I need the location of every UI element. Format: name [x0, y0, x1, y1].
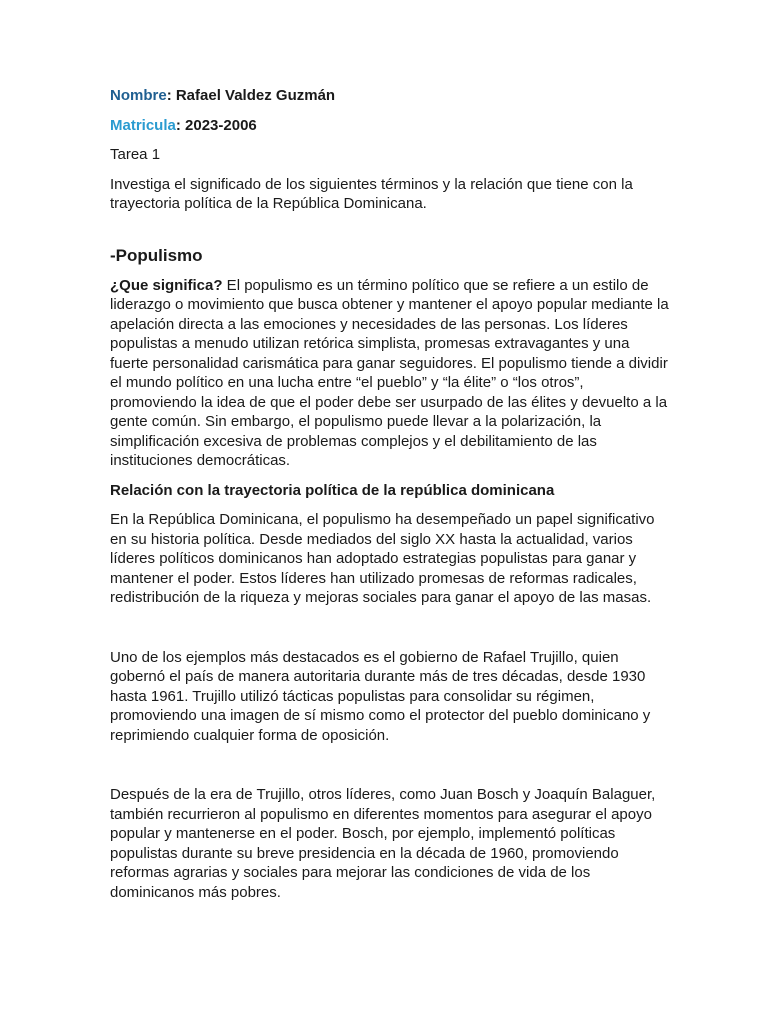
assignment-instruction: Investiga el significado de los siguientes términos y la relación que tiene con la trayectoria política de la República Dominicana. — [110, 175, 633, 212]
relation-heading: Relación con la trayectoria política de la república dominicana — [110, 481, 555, 499]
relation-paragraph-3: Después de la era de Trujillo, otros líderes, como Juan Bosch y Joaquín Balaguer, también recurrieron al populismo en diferentes momentos para asegurar el apoyo popular y mantenerse en el poder. Bosch, por ejemplo, implementó políticas populistas durante su breve presidencia en la década de 1960, promoviendo reformas agrarias y sociales para mejorar las condiciones de vida de los dominicanos más pobres. — [110, 786, 656, 901]
document-body — [110, 86, 670, 942]
definition-paragraph — [110, 276, 670, 471]
relation-paragraph-1: En la República Dominicana, el populismo ha desempeñado un papel significativo en su historia política. Desde mediados del siglo XX hasta la actualidad, varios líderes políticos dominicanos han adoptado estrategias populistas para ganar y mantener el poder. Estos líderes han utilizado promesas de reformas radicales, redistribución de la riqueza y mejoras sociales para ganar el apoyo de las masas. — [110, 511, 655, 606]
question-label: ¿Que significa? — [110, 276, 223, 294]
name-label: Nombre — [110, 87, 167, 104]
definition-text: El populismo es un término político que se refiere a un estilo de liderazgo o movimiento que busca obtener y mantener el apoyo popular mediante la apelación directa a las emociones y necesidades de las personas. Los líderes populistas a menudo utilizan retórica simplista, promesas extravagantes y una fuerte personalidad carismática para ganar seguidores. El populismo tiende a dividir el mundo político en una lucha entre “el pueblo” y “la élite” o “los otros”, promoviendo la idea de que el poder debe ser usurpado de las élites y devuelto a la gente común. Sin embargo, el populismo puede llevar a la polarización, la simplificación excesiva de problemas complejos y el debilitamiento de las instituciones democráticas. — [110, 276, 669, 469]
name-value: : Rafael Valdez Guzmán — [166, 87, 336, 104]
id-label: Matricula — [110, 116, 176, 134]
relation-paragraph-2: Uno de los ejemplos más destacados es el gobierno de Rafael Trujillo, quien gobernó el país de manera autoritaria durante más de tres décadas, desde 1930 hasta 1961. Trujillo utilizó tácticas populistas para consolidar su régimen, promoviendo una imagen de sí mismo como el protector del pueblo dominicano y reprimiendo cualquier forma de oposición. — [110, 648, 651, 744]
assignment-title: Tarea 1 — [110, 146, 161, 163]
id-line — [110, 116, 670, 136]
section-title: -Populismo — [110, 245, 203, 265]
name-line — [110, 86, 670, 106]
id-value: : 2023-2006 — [175, 116, 257, 134]
